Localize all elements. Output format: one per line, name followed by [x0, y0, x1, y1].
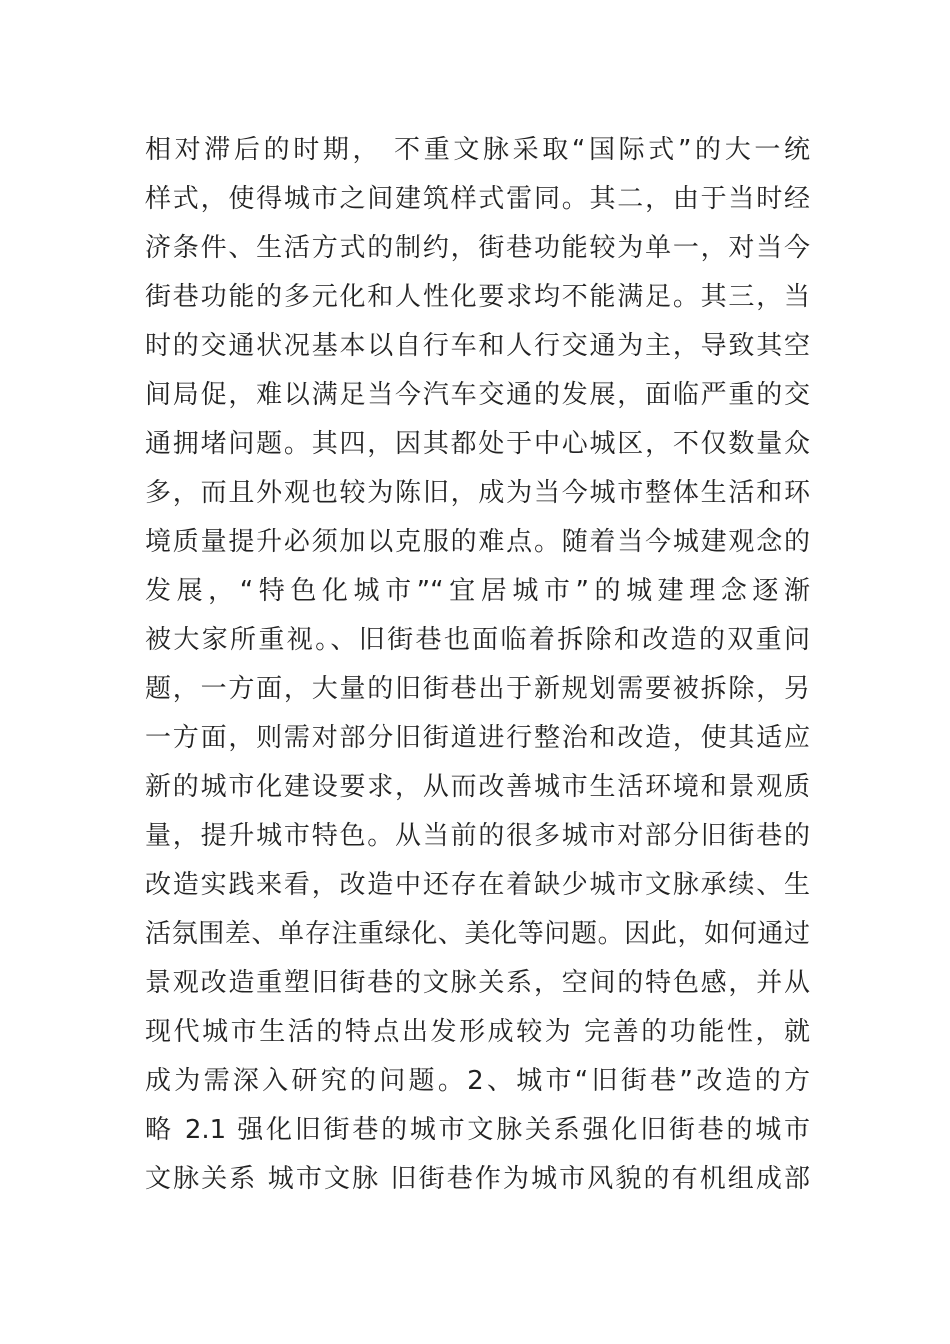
text-line: 新的城市化建设要求，从而改善城市生活环境和景观质	[145, 772, 810, 802]
text-line: 略 2.1 强化旧街巷的城市文脉关系强化旧街巷的城市	[145, 1115, 810, 1145]
text-line: 改造实践来看，改造中还存在着缺少城市文脉承续、生	[145, 870, 810, 900]
body-text	[145, 126, 810, 1204]
text-line: 题，一方面，大量的旧街巷出于新规划需要被拆除，另	[145, 674, 810, 704]
text-line: 景观改造重塑旧街巷的文脉关系，空间的特色感，并从	[145, 968, 810, 998]
text-line: 被大家所重视。、旧街巷也面临着拆除和改造的双重问	[145, 625, 810, 655]
text-line: 发展，“特色化城市”“宜居城市”的城建理念逐渐	[145, 576, 810, 606]
text-line: 境质量提升必须加以克服的难点。随着当今城建观念的	[145, 527, 810, 557]
text-line: 街巷功能的多元化和人性化要求均不能满足。其三，当	[145, 282, 810, 312]
text-line: 相对滞后的时期， 不重文脉采取“国际式”的大一统	[145, 135, 810, 165]
text-line: 文脉关系 城市文脉 旧街巷作为城市风貌的有机组成部	[145, 1164, 810, 1194]
text-line: 通拥堵问题。其四，因其都处于中心城区，不仅数量众	[145, 429, 810, 459]
text-line: 现代城市生活的特点出发形成较为 完善的功能性，就	[145, 1017, 810, 1047]
text-line: 量，提升城市特色。从当前的很多城市对部分旧街巷的	[145, 821, 810, 851]
text-line: 一方面，则需对部分旧街道进行整治和改造，使其适应	[145, 723, 810, 753]
text-line: 成为需深入研究的问题。2、城市“旧街巷”改造的方	[145, 1066, 810, 1096]
text-line: 时的交通状况基本以自行车和人行交通为主，导致其空	[145, 331, 810, 361]
text-line: 间局促，难以满足当今汽车交通的发展，面临严重的交	[145, 380, 810, 410]
text-line: 济条件、生活方式的制约，街巷功能较为单一，对当今	[145, 233, 810, 263]
text-line: 样式，使得城市之间建筑样式雷同。其二，由于当时经	[145, 184, 810, 214]
text-line: 活氛围差、单存注重绿化、美化等问题。因此，如何通过	[145, 919, 810, 949]
text-line: 多，而且外观也较为陈旧，成为当今城市整体生活和环	[145, 478, 810, 508]
